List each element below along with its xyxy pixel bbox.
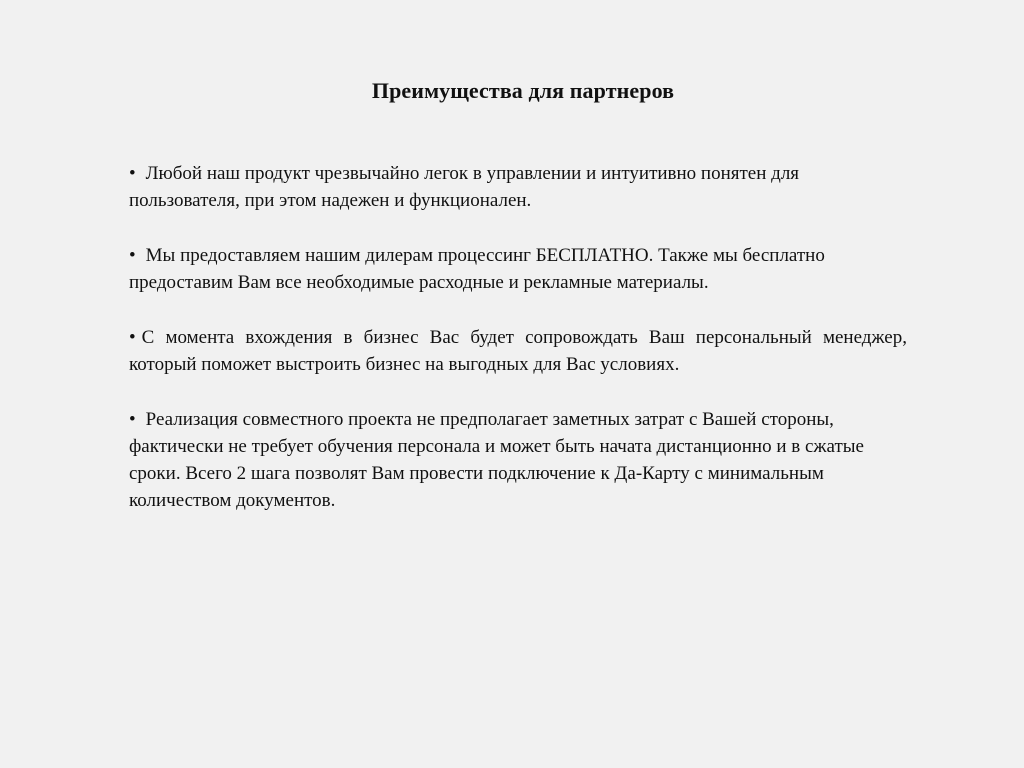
bullet-text: Мы предоставляем нашим дилерам процессинг БЕСПЛАТНО. Также мы бесплатно предоставим Вам все необходимые расходные и рекламные материалы. [129, 245, 825, 293]
bullet-text: Любой наш продукт чрезвычайно легок в управлении и интуитивно понятен для пользователя, при этом надежен и функционален. [129, 163, 800, 211]
bullet-icon: • [129, 163, 136, 184]
bullet-text: Реализация совместного проекта не предполагает заметных затрат с Вашей стороны, фактически не требует обучения персонала и может быть начата дистанционно и в сжатые сроки. Всего 2 шага позволят Вам провести подключение к Да-Карту с минимальным количеством документов. [129, 409, 864, 511]
bullet-icon: • [129, 327, 136, 348]
bullet-item [129, 406, 889, 514]
bullet-item [129, 242, 869, 296]
bullet-item [129, 324, 907, 378]
bullet-item [129, 160, 899, 214]
slide-title: Преимущества для партнеров [371, 78, 675, 103]
bullet-icon: • [129, 245, 136, 266]
bullet-icon: • [129, 409, 136, 430]
bullet-list [129, 160, 909, 542]
bullet-text: С момента вхождения в бизнес Вас будет сопровождать Ваш персональный менеджер, который поможет выстроить бизнес на выгодных для Вас условиях. [129, 327, 907, 375]
